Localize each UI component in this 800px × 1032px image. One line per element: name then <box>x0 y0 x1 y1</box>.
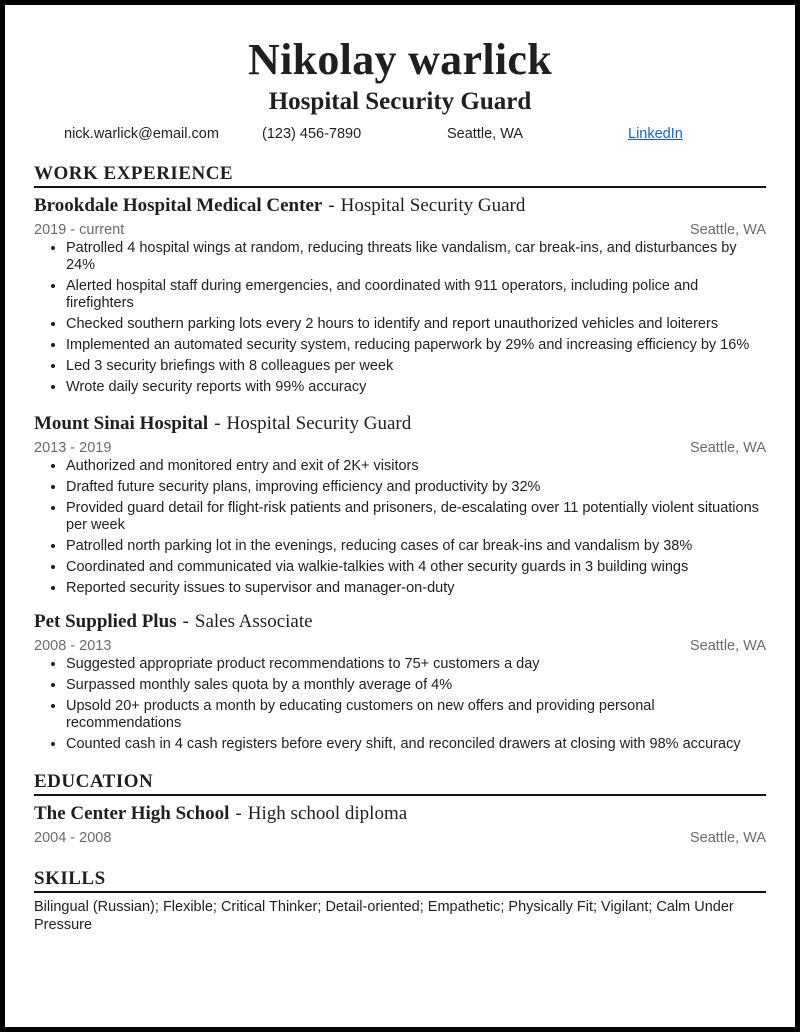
job-dates: 2019 - current <box>34 222 125 238</box>
job-dates: 2013 - 2019 <box>34 440 112 456</box>
list-item: • Wrote daily security reports with 99% accuracy <box>66 379 766 396</box>
list-item: • Alerted hospital staff during emergencies, and coordinated with 911 operators, including police and firefighters <box>66 278 766 312</box>
job-entry <box>34 412 766 597</box>
school-name: The Center High School <box>34 803 230 824</box>
job-meta <box>34 438 766 458</box>
job-organization: Pet Supplied Plus <box>34 611 177 632</box>
education-meta <box>34 828 766 848</box>
candidate-name: Nikolay warlick <box>248 35 552 84</box>
section-heading-skills: SKILLS <box>34 868 766 893</box>
contact-row <box>34 126 766 148</box>
job-role: Hospital Security Guard <box>340 195 526 216</box>
job-meta <box>34 220 766 240</box>
job-header: Pet Supplied Plus - Sales Associate <box>34 611 313 632</box>
job-location: Seattle, WA <box>689 638 766 654</box>
list-item: • Implemented an automated security system, reducing paperwork by 29% and increasing efficiency by 16% <box>66 337 766 354</box>
job-location: Seattle, WA <box>689 440 766 456</box>
job-bullets <box>34 240 766 396</box>
job-bullets <box>34 656 766 753</box>
list-item: • Led 3 security briefings with 8 colleagues per week <box>66 358 766 375</box>
job-role: Sales Associate <box>194 611 313 632</box>
job-entry <box>34 610 766 753</box>
list-item: • Provided guard detail for flight-risk patients and prisoners, de-escalating over 11 potentially violent situations per week <box>66 500 766 534</box>
list-item: • Authorized and monitored entry and exit of 2K+ visitors <box>66 458 766 475</box>
degree-name: High school diploma <box>247 803 408 824</box>
education-header: The Center High School - High school diploma <box>34 803 408 824</box>
job-entry <box>34 194 766 396</box>
job-organization: Brookdale Hospital Medical Center <box>34 195 323 216</box>
linkedin-link[interactable]: LinkedIn <box>628 126 683 142</box>
list-item: • Coordinated and communicated via walkie-talkies with 4 other security guards in 3 building wings <box>66 559 766 576</box>
skills-list: Bilingual (Russian); Flexible; Critical Thinker; Detail-oriented; Empathetic; Physically Fit; Vigilant; Calm Under Pressure <box>34 899 734 933</box>
contact-location: Seattle, WA <box>447 126 524 142</box>
resume-page <box>5 5 795 1027</box>
education-location: Seattle, WA <box>689 830 766 846</box>
job-header: Mount Sinai Hospital - Hospital Security Guard <box>34 413 412 434</box>
list-item: • Checked southern parking lots every 2 hours to identify and report unauthorized vehicles and loiterers <box>66 316 766 333</box>
contact-email: nick.warlick@email.com <box>64 126 219 142</box>
list-item: • Patrolled north parking lot in the evenings, reducing cases of car break-ins and vandalism by 38% <box>66 538 766 555</box>
list-item: • Counted cash in 4 cash registers before every shift, and reconciled drawers at closing with 98% accuracy <box>66 736 766 753</box>
list-item: • Suggested appropriate product recommendations to 75+ customers a day <box>66 656 766 673</box>
job-header: Brookdale Hospital Medical Center - Hospital Security Guard <box>34 195 526 216</box>
list-item: • Patrolled 4 hospital wings at random, reducing threats like vandalism, car break-ins, and disturbances by 24% <box>66 240 766 274</box>
list-item: • Upsold 20+ products a month by educating customers on new offers and providing personal recommendations <box>66 698 766 732</box>
list-item: • Drafted future security plans, improving efficiency and productivity by 32% <box>66 479 766 496</box>
job-bullets <box>34 458 766 597</box>
contact-phone: (123) 456-7890 <box>262 126 362 142</box>
education-entry <box>34 802 766 848</box>
candidate-title: Hospital Security Guard <box>268 88 532 115</box>
job-organization: Mount Sinai Hospital <box>34 413 209 434</box>
job-meta <box>34 636 766 656</box>
job-dates: 2008 - 2013 <box>34 638 112 654</box>
section-heading-work: WORK EXPERIENCE <box>34 163 766 188</box>
job-location: Seattle, WA <box>689 222 766 238</box>
section-heading-education: EDUCATION <box>34 771 766 796</box>
education-dates: 2004 - 2008 <box>34 830 112 846</box>
list-item: • Surpassed monthly sales quota by a monthly average of 4% <box>66 677 766 694</box>
list-item: • Reported security issues to supervisor and manager-on-duty <box>66 580 766 597</box>
job-role: Hospital Security Guard <box>226 413 412 434</box>
